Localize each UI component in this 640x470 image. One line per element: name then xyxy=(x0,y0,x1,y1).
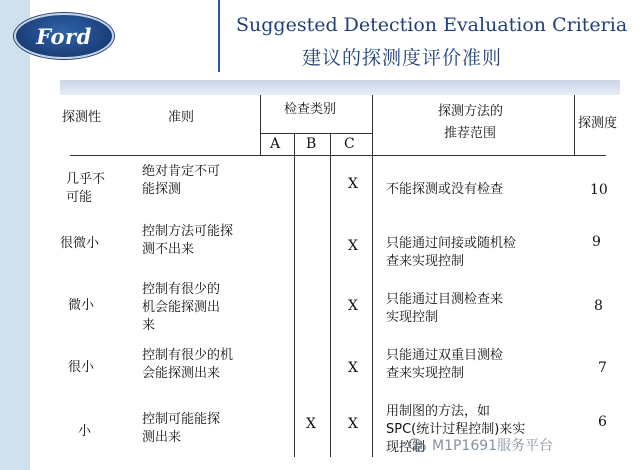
row1-detectability-line: 几乎不 xyxy=(66,172,106,187)
row2-type-c: X xyxy=(348,238,358,254)
row4-criteria-line: 会能探测出来 xyxy=(142,366,221,381)
row3-detectability xyxy=(68,297,94,315)
row3-method-line: 实现控制 xyxy=(386,310,439,325)
row3-method-line: 只能通过目测检查来 xyxy=(386,292,504,307)
row5-detectability-line: 小 xyxy=(78,424,92,439)
row2-criteria-line: 控制方法可能探 xyxy=(142,224,234,239)
title-chinese: 建议的探测度评价准则 xyxy=(302,47,503,69)
row5-criteria-line: 测出来 xyxy=(142,430,182,445)
header-type-b: B xyxy=(306,136,317,152)
logo-text: Ford xyxy=(36,23,92,49)
row1-detectability xyxy=(66,171,105,207)
grid-line xyxy=(260,95,261,155)
header-type-a: A xyxy=(270,136,281,152)
header-detectability: 探测性 xyxy=(62,110,102,125)
title-english: Suggested Detection Evaluation Criteria xyxy=(236,14,628,36)
grid-line xyxy=(260,133,372,134)
row2-method-line: 查来实现控制 xyxy=(386,254,465,269)
row1-detectability-line: 可能 xyxy=(66,190,93,205)
row5-detectability xyxy=(78,423,91,441)
row2-detectability-line: 很微小 xyxy=(60,236,100,251)
grid-line xyxy=(372,95,373,155)
grid-line xyxy=(330,155,331,457)
title-divider xyxy=(218,0,220,72)
row2-detectability xyxy=(60,235,99,253)
header-criteria: 准则 xyxy=(168,110,195,125)
row4-method-line: 只能通过双重目测检 xyxy=(386,348,504,363)
row1-criteria xyxy=(142,163,220,199)
row1-criteria-line: 能探测 xyxy=(142,182,182,197)
row4-method-line: 查来实现控制 xyxy=(386,366,465,381)
row3-criteria-line: 控制有很少的 xyxy=(142,282,221,297)
row3-method xyxy=(386,291,503,327)
grid-line xyxy=(372,155,373,457)
row4-type-c: X xyxy=(348,360,358,376)
row2-criteria xyxy=(142,223,233,259)
ford-logo xyxy=(14,13,114,59)
row4-criteria-line: 控制有很少的机 xyxy=(142,348,234,363)
detection-criteria-table xyxy=(38,95,640,470)
header-rating: 探测度 xyxy=(578,116,618,131)
watermark-text: M1P1691服务平台 xyxy=(432,438,554,454)
header-bottom-line xyxy=(70,155,606,156)
row4-criteria xyxy=(142,347,233,383)
row5-method-line: 现控制 xyxy=(386,440,426,455)
row5-method-line: 用制图的方法，如 xyxy=(386,404,491,419)
row5-criteria-line: 控制可能能探 xyxy=(142,412,221,427)
grid-line xyxy=(294,133,295,155)
row2-rating: 9 xyxy=(592,234,601,250)
row1-method xyxy=(386,181,503,199)
row4-detectability xyxy=(68,359,94,377)
header-type-c: C xyxy=(344,136,355,152)
row2-criteria-line: 测不出来 xyxy=(142,242,195,257)
row2-method-line: 只能通过间接或随机检 xyxy=(386,236,517,251)
row5-criteria xyxy=(142,411,220,447)
row3-detectability-line: 微小 xyxy=(68,298,95,313)
row4-rating: 7 xyxy=(598,360,607,376)
row3-criteria xyxy=(142,281,220,335)
header-inspection-type: 检查类别 xyxy=(284,102,337,117)
row5-type-b: X xyxy=(306,416,316,432)
row3-criteria-line: 机会能探测出 xyxy=(142,300,221,315)
row3-criteria-line: 来 xyxy=(142,318,156,333)
row1-criteria-line: 绝对肯定不可 xyxy=(142,164,221,179)
row1-rating: 10 xyxy=(590,182,608,198)
table-header-band xyxy=(60,80,620,95)
row1-method-line: 不能探测或没有检查 xyxy=(386,182,504,197)
row3-type-c: X xyxy=(348,298,358,314)
header-method-line2: 推荐范围 xyxy=(444,126,497,141)
row5-rating: 6 xyxy=(598,414,607,430)
wechat-icon xyxy=(408,438,426,453)
row4-method xyxy=(386,347,503,383)
row5-method-line: SPC(统计过程控制)来实 xyxy=(386,422,526,437)
header-method-line1: 探测方法的 xyxy=(438,104,504,119)
row1-type-c: X xyxy=(348,176,358,192)
row4-detectability-line: 很小 xyxy=(68,360,95,375)
row5-type-c: X xyxy=(348,416,358,432)
grid-line xyxy=(574,95,575,155)
left-decorative-strip xyxy=(0,0,30,470)
watermark xyxy=(408,434,553,456)
row3-rating: 8 xyxy=(594,298,603,314)
grid-line xyxy=(330,133,331,155)
grid-line xyxy=(294,155,295,457)
row2-method xyxy=(386,235,516,271)
